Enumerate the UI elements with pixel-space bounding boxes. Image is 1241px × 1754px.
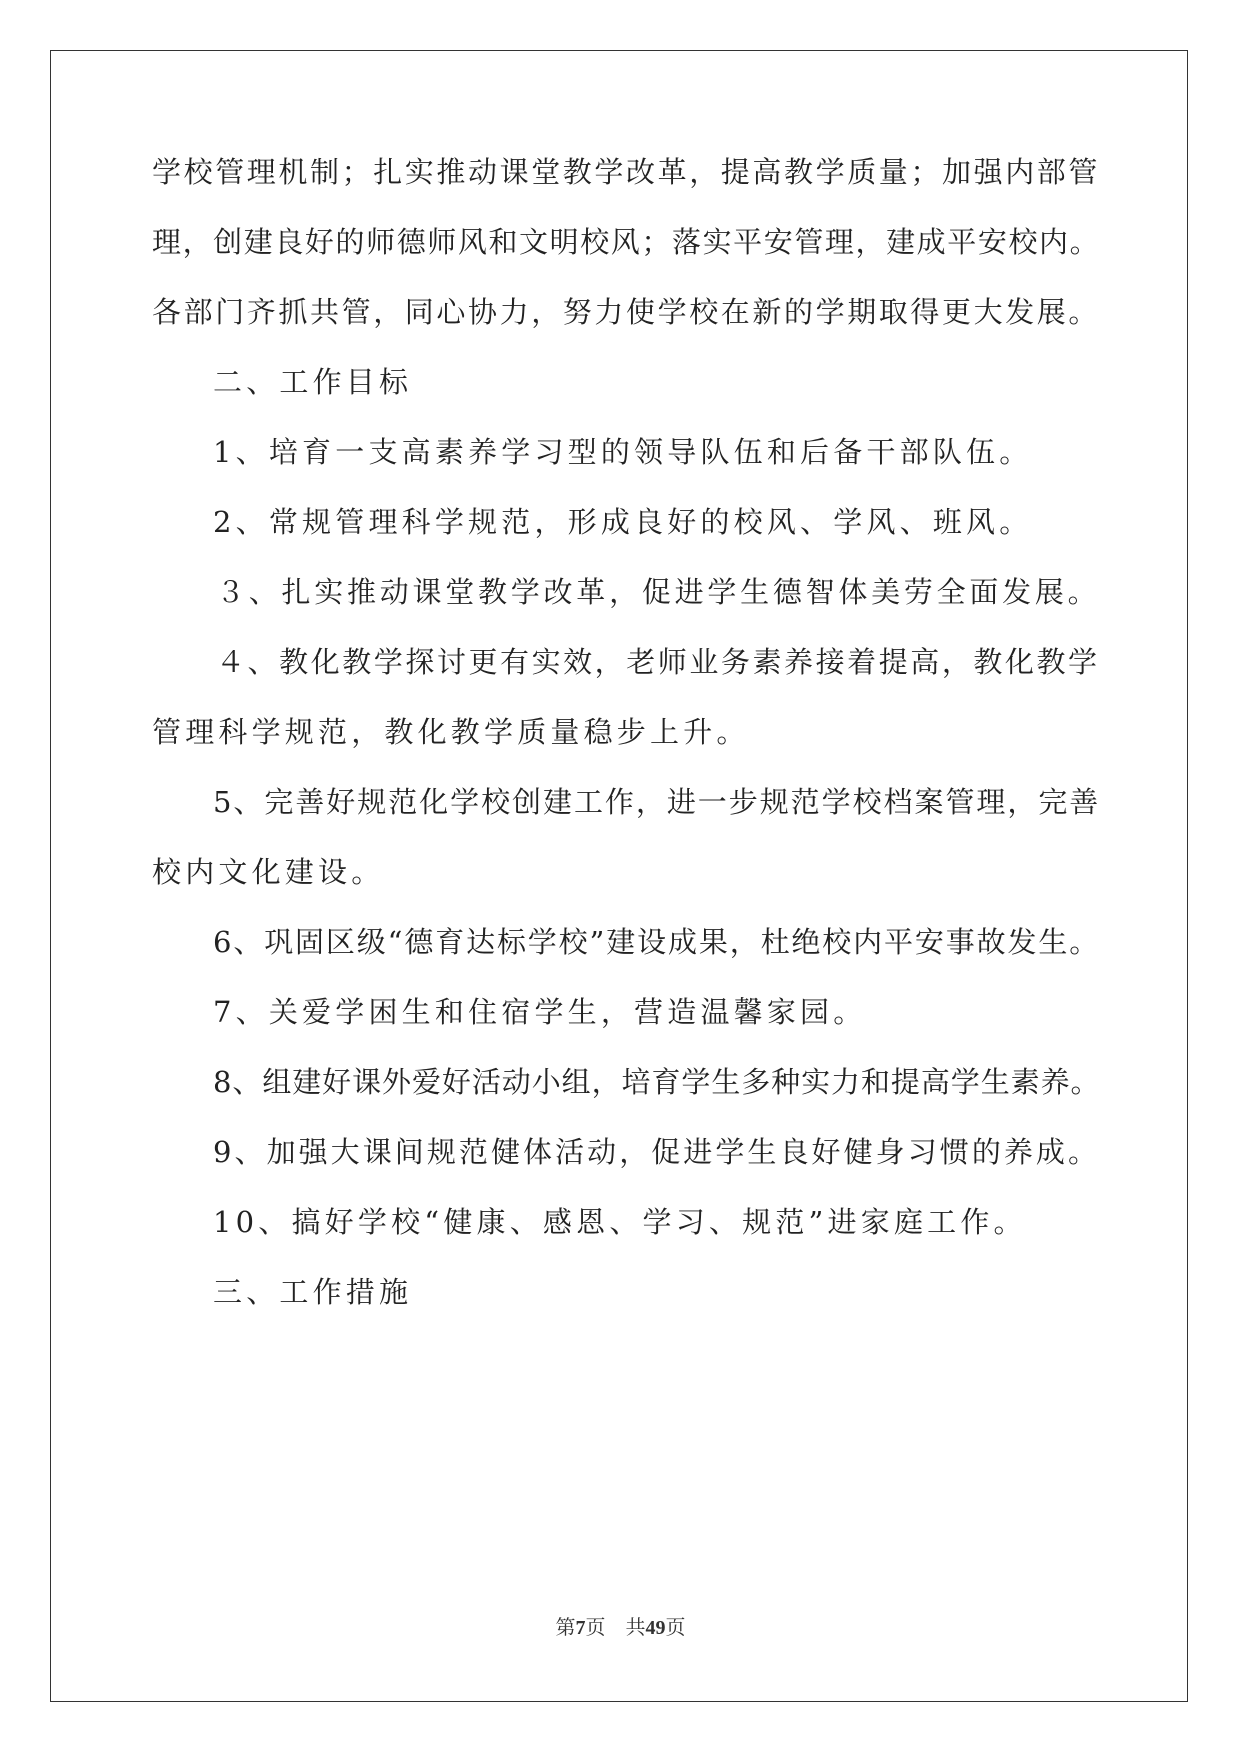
list-item: 10、搞好学校“健康、感恩、学习、规范”进家庭工作。 [213,1205,1027,1239]
paragraph-line: 校内文化建设。 [152,855,385,889]
list-item: 2、常规管理科学规范，形成良好的校风、学风、班风。 [213,505,1033,539]
total-pages: 49 [645,1617,666,1639]
paragraph-line: 理，创建良好的师德师风和文明校风；落实平安管理，建成平安校内。 [152,225,1101,259]
footer-total-prefix: 共 [625,1617,646,1639]
list-item: 7、关爱学困生和住宿学生，营造温馨家园。 [213,995,867,1029]
footer-prefix: 第 [555,1617,576,1639]
paragraph-line: 学校管理机制；扎实推动课堂教学改革，提高教学质量；加强内部管 [152,155,1101,189]
paragraph-line: 各部门齐抓共管，同心协力，努力使学校在新的学期取得更大发展。 [152,295,1101,329]
footer-total-suffix: 页 [665,1617,686,1639]
section-heading: 二、工作目标 [213,365,413,399]
list-item: ３、扎实推动课堂教学改革，促进学生德智体美劳全面发展。 [216,575,1101,609]
paragraph-line: 管理科学规范，教化教学质量稳步上升。 [152,715,750,749]
list-item: 8、组建好课外爱好活动小组，培育学生多种实力和提高学生素养。 [213,1065,1101,1099]
list-item: 9、加强大课间规范健体活动，促进学生良好健身习惯的养成。 [213,1135,1101,1169]
list-item: 1、培育一支高素养学习型的领导队伍和后备干部队伍。 [213,435,1033,469]
footer-page-suffix: 页 [585,1617,606,1639]
page-number: 7 [575,1617,586,1639]
page-footer [0,1616,1241,1640]
list-item: 6、巩固区级“德育达标学校”建设成果，杜绝校内平安事故发生。 [213,925,1101,959]
list-item: ４、教化教学探讨更有实效，老师业务素养接着提高，教化教学 [216,645,1100,679]
section-heading: 三、工作措施 [213,1275,413,1309]
list-item: 5、完善好规范化学校创建工作，进一步规范学校档案管理，完善 [213,785,1101,819]
